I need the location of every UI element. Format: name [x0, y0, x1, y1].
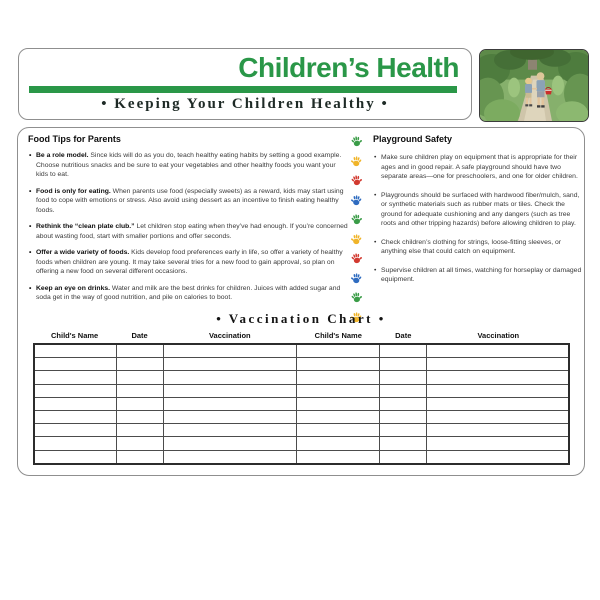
handprint-icon [349, 154, 364, 169]
column-header-childs-name: Child's Name [314, 331, 362, 340]
vaccination-table-cell [297, 450, 380, 464]
vaccination-table-row [34, 358, 569, 371]
vaccination-table-cell [426, 358, 569, 371]
playground-list [373, 153, 587, 285]
vaccination-table-cell [34, 410, 117, 423]
vaccination-table [33, 343, 570, 465]
header-accent-bar [29, 86, 457, 93]
vaccination-table-cell [426, 410, 569, 423]
vaccination-table-cell [163, 424, 296, 437]
vaccination-table-cell [163, 358, 296, 371]
handprint-icon [349, 232, 364, 247]
vaccination-table-cell [117, 450, 164, 464]
vaccination-table-row [34, 450, 569, 464]
playground-item: • Make sure children play on equipment that is appropriate for their ages and in good repair. A safe playground should have two separate areas—one for preschoolers, and one for older children. [373, 153, 587, 182]
vaccination-table-cell [34, 371, 117, 384]
food-tip-item [28, 151, 348, 180]
vaccination-table-cell [34, 358, 117, 371]
vaccination-table-cell [117, 437, 164, 450]
vaccination-table-cell [380, 358, 427, 371]
vaccination-table-cell [426, 450, 569, 464]
vaccination-table-cell [297, 358, 380, 371]
handprint-icon [349, 212, 364, 227]
vaccination-table-cell [117, 397, 164, 410]
food-tip-text: Since kids will do as you do, teach healthy eating habits by setting a good example. Choose nutritious snacks and be sure to eat your vegetables and other healthy foods you want your kids to eat. [36, 152, 342, 179]
vaccination-table-cell [34, 344, 117, 358]
playground-item: • Supervise children at all times, watching for horseplay or damaged equipment. [373, 266, 587, 285]
vaccination-table-cell [380, 344, 427, 358]
vaccination-table-cell [34, 397, 117, 410]
vaccination-table-cell [163, 437, 296, 450]
food-tip-lead: Be a role model. [36, 152, 89, 159]
vaccination-table-cell [34, 384, 117, 397]
handprint-icon [349, 251, 364, 266]
column-header-vaccination: Vaccination [208, 331, 251, 340]
food-tip-item [28, 222, 348, 241]
food-tip-lead: Food is only for eating. [36, 187, 111, 195]
vaccination-table-cell [426, 437, 569, 450]
food-tip-lead: Rethink the “clean plate club.” [36, 223, 135, 231]
vaccination-table-cell [380, 384, 427, 397]
vaccination-table-cell [380, 410, 427, 423]
vaccination-table-cell [380, 437, 427, 450]
vaccination-table-cell [297, 424, 380, 437]
food-tips-section [28, 134, 348, 303]
playground-item: • Playgrounds should be surfaced with hardwood fiber/mulch, sand, or synthetic materials such as rubber mats or tiles. Check the ground for adequate cushioning and any dangers (such as tree roots and other tripping hazards) before allowing children to play. [373, 191, 587, 229]
vaccination-table-row [34, 371, 569, 384]
vaccination-table-cell [117, 371, 164, 384]
vaccination-table-cell [426, 397, 569, 410]
handprint-icon [349, 173, 364, 188]
column-header-childs-name: Child's Name [51, 331, 99, 340]
food-tips-title: Food Tips for Parents [28, 134, 121, 144]
vaccination-table-cell [380, 450, 427, 464]
vaccination-table-cell [163, 410, 296, 423]
vaccination-table-cell [380, 371, 427, 384]
food-tip-item [28, 248, 348, 277]
vaccination-table-cell [297, 437, 380, 450]
vaccination-table-cell [117, 384, 164, 397]
vaccination-table-cell [117, 344, 164, 358]
food-tip-lead: Keep an eye on drinks. [36, 284, 111, 292]
vaccination-table-cell [426, 344, 569, 358]
children-photo-illustration [480, 50, 588, 121]
vaccination-table-row [34, 424, 569, 437]
vaccination-table-cell [34, 437, 117, 450]
handprint-divider [348, 135, 365, 324]
vaccination-table-cell [297, 397, 380, 410]
handprint-icon [349, 290, 364, 305]
food-tips-list [28, 151, 348, 303]
vaccination-table-row [34, 344, 569, 358]
vaccination-table-cell [426, 424, 569, 437]
vaccination-table-cell [117, 424, 164, 437]
food-tip-text: Let children stop eating when they’ve had enough. If you’re concerned about wasting food, start with smaller portions and offer seconds. [36, 223, 348, 240]
vaccination-table-header [33, 331, 570, 340]
header [18, 48, 472, 120]
vaccination-table-cell [297, 384, 380, 397]
vaccination-table-cell [297, 371, 380, 384]
vaccination-table-cell [426, 371, 569, 384]
food-tip-text: Water and milk are the best drinks for children. Juices with added sugar and soda get in the way of good nutrition, and pile on calories to boot. [36, 284, 341, 302]
vaccination-table-row [34, 397, 569, 410]
vaccination-table-row [34, 437, 569, 450]
header-tagline: • Keeping Your Children Healthy • [101, 96, 389, 112]
vaccination-table-cell [34, 424, 117, 437]
vaccination-table-row [34, 384, 569, 397]
handprint-icon [349, 193, 364, 208]
playground-item: • Check children’s clothing for strings, loose-fitting sleeves, or anything else that could catch on equipment. [373, 238, 587, 257]
food-tip-lead: Offer a wide variety of foods. [36, 249, 130, 257]
vaccination-table-cell [163, 384, 296, 397]
vaccination-table-cell [34, 450, 117, 464]
column-header-vaccination: Vaccination [477, 331, 520, 340]
playground-section [373, 134, 587, 285]
vaccination-table-cell [297, 344, 380, 358]
handprint-icon [349, 134, 364, 149]
vaccination-table-cell [117, 358, 164, 371]
column-header-date: Date [131, 331, 148, 340]
vaccination-table-row [34, 410, 569, 423]
vaccination-table-cell [380, 397, 427, 410]
playground-title: Playground Safety [373, 134, 453, 144]
food-tip-item [28, 284, 348, 303]
food-tip-text: When parents use food (especially sweets) as a reward, kids may start using food to cope with emotions or stress. Also avoid using dessert as an incentive to finish eating healthy foods. [36, 187, 344, 214]
vaccination-table-cell [297, 410, 380, 423]
vaccination-table-cell [117, 410, 164, 423]
vaccination-table-cell [163, 450, 296, 464]
vaccination-table-cell [163, 397, 296, 410]
handprint-icon [349, 271, 364, 286]
vaccination-table-cell [426, 384, 569, 397]
vaccination-table-cell [163, 344, 296, 358]
vaccination-table-cell [163, 371, 296, 384]
page-title: Children’s Health [238, 52, 459, 83]
content [17, 127, 585, 476]
food-tip-item [28, 187, 348, 216]
food-tip-text: Kids develop food preferences early in life, so offer a variety of healthy foods when children are young. It may take several tries for a new food to gain approval, so plan on offering a new food on several different occasions. [36, 249, 343, 276]
vaccination-chart-title: • Vaccination Chart • [216, 311, 386, 326]
children-photo [479, 49, 589, 122]
vaccination-table-cell [380, 424, 427, 437]
column-header-date: Date [395, 331, 412, 340]
